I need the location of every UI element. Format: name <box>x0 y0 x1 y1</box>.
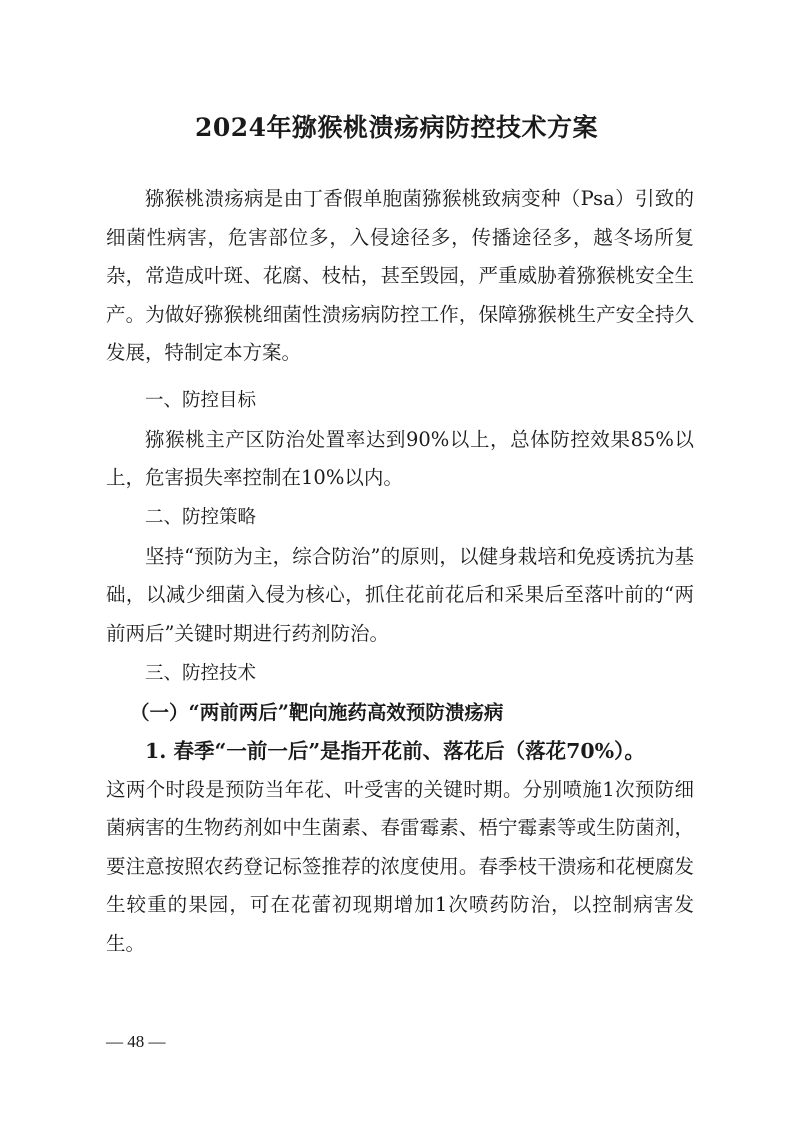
section-3 <box>106 655 694 963</box>
section-3-heading: 三、防控技术 <box>145 663 257 684</box>
document-title: 2024年猕猴桃溃疡病防控技术方案 <box>194 113 599 142</box>
intro-block <box>106 180 694 373</box>
section-3-subheading: （一）“两前两后”靶向施药高效预防溃疡病 <box>130 700 504 724</box>
item-1-paragraph: 这两个时段是预防当年花、叶受害的关键时期。分别喷施1次预防细菌病害的生物药剂如中生菌素、春雷霉素、梧宁霉素等或生防菌剂，要注意按照农药登记标签推荐的浓度使用。春季枝干溃疡和花梗腐发生较重的果园，可在花蕾初现期增加1次喷药防治，以控制病害发生。 <box>106 777 694 955</box>
section-1-heading: 一、防控目标 <box>145 390 257 411</box>
section-2-paragraph: 坚持“预防为主，综合防治”的原则，以健身栽培和免疫诱抗为基础，以减少细菌入侵为核心，抓住花前花后和采果后至落叶前的“两前两后”关键时期进行药剂防治。 <box>106 544 694 645</box>
section-2 <box>106 499 694 653</box>
section-2-heading: 二、防控策略 <box>145 507 257 528</box>
section-1-paragraph: 猕猴桃主产区防治处置率达到90%以上，总体防控效果85%以上，危害损失率控制在10%以内。 <box>106 427 694 489</box>
item-1-title: 1. 春季“一前一后”是指开花前、落花后（落花70%）。 <box>145 739 645 763</box>
intro-paragraph: 猕猴桃溃疡病是由丁香假单胞菌猕猴桃致病变种（Psa）引致的细菌性病害，危害部位多，入侵途径多，传播途径多，越冬场所复杂，常造成叶斑、花腐、枝枯，甚至毁园，严重威胁着猕猴桃安全生产。为做好猕猴桃细菌性溃疡病防控工作，保障猕猴桃生产安全持久发展，特制定本方案。 <box>106 187 694 364</box>
page-number: — 48 — <box>106 1032 166 1051</box>
section-1 <box>106 382 694 498</box>
